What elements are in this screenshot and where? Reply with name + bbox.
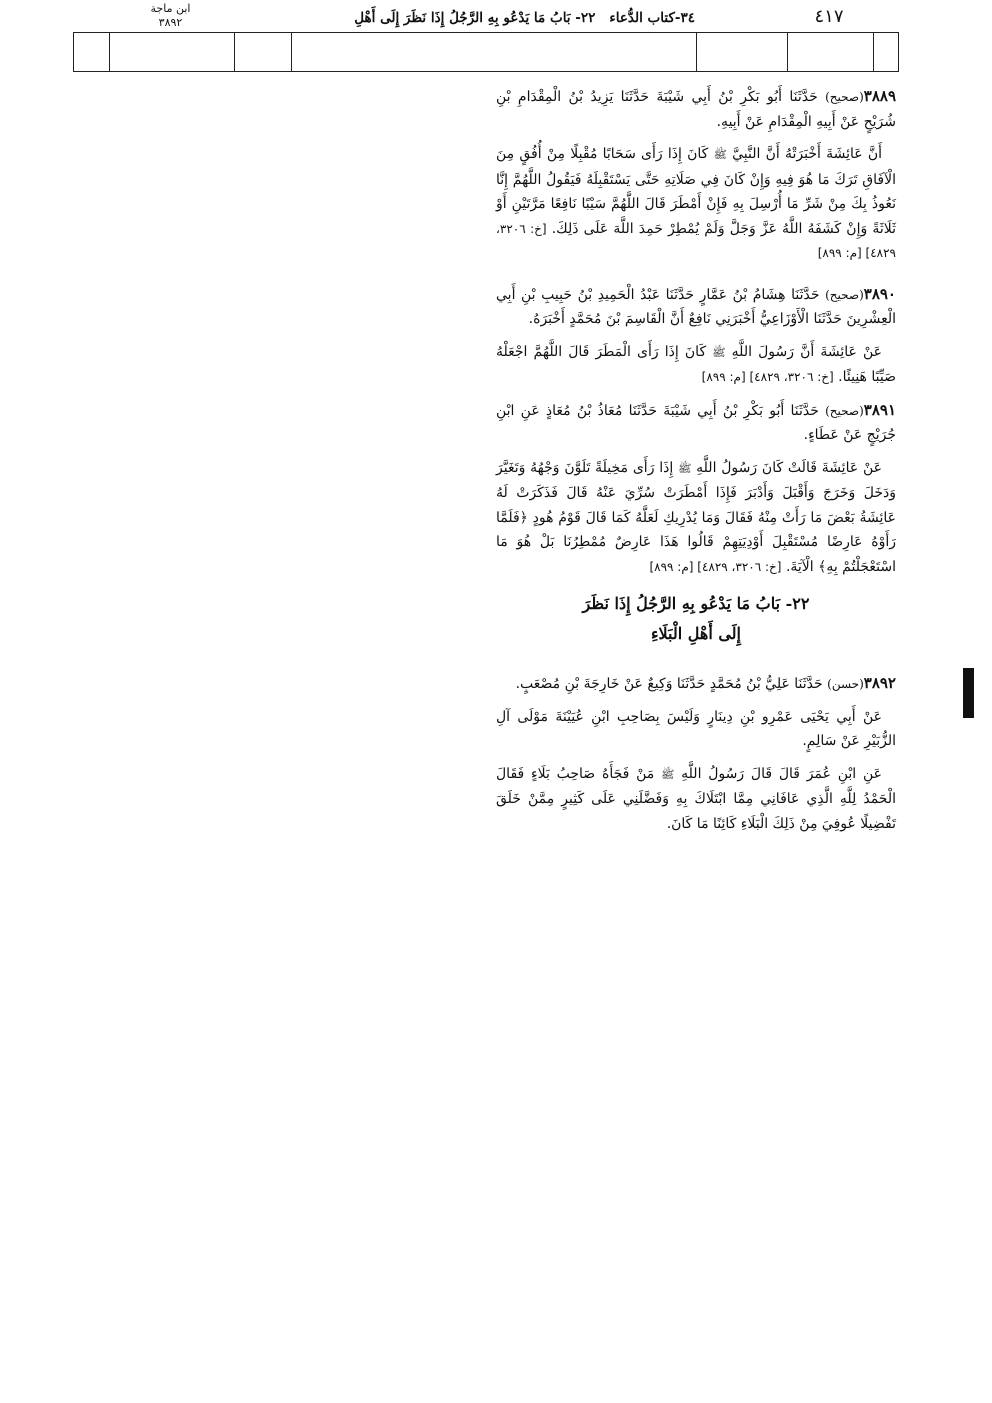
- text-column: [496, 84, 896, 844]
- hadith-grade: (حسن): [827, 677, 864, 691]
- thumb-index-tab: [963, 668, 974, 718]
- header-cell-running-head: [291, 33, 696, 71]
- chapter-heading: [496, 589, 896, 649]
- running-head: [290, 4, 695, 32]
- hadith-matn-text: كَانَ إِذَا رَأَى الْمَطَرَ قَالَ اللَّهُمَّ اجْعَلْهُ صَيِّبًا هَنِيئًا.: [496, 343, 896, 385]
- hadith-matn-text: عَنِ ابْنِ عُمَرَ قَالَ قَالَ رَسُولُ اللَّهِ: [681, 765, 882, 782]
- hadith-grade: (صحيح): [825, 287, 864, 302]
- chapter-heading-line-2: إِلَى أَهْلِ الْبَلَاءِ: [650, 624, 741, 643]
- hadith-matn-text: عَنْ عَائِشَةَ قَالَتْ كَانَ رَسُولُ اللَّهِ: [696, 459, 883, 476]
- page-number: ٤١٧: [814, 6, 844, 27]
- hadith-isnad: [496, 282, 896, 332]
- salutation-symbol: ﷺ: [712, 345, 726, 359]
- hadith-references: [خ: ٣٢٠٦، ٤٨٢٩] [م: ٨٩٩]: [701, 370, 834, 384]
- hadith-matn-text: عَنْ عَائِشَةَ أَنَّ رَسُولَ اللَّهِ: [731, 343, 883, 360]
- hadith-matn-text: الْآيَةَ.: [785, 558, 814, 575]
- hadith-isnad: [496, 671, 896, 697]
- quran-verse: ﴿فَلَمَّا رَأَوْهُ عَارِضًا مُسْتَقْبِلَ أَوْدِيَتِهِمْ قَالُوا هَذَا عَارِضٌ مُمْطِرُنَا بَلْ هُوَ مَا اسْتَعْجَلْتُمْ بِهِ﴾: [496, 509, 896, 575]
- page-header: [73, 32, 899, 72]
- header-cell-page-number: [787, 33, 873, 71]
- hadith-isnad: [496, 398, 896, 448]
- book-reference: [108, 2, 233, 30]
- hadith-isnad-text: حَدَّثَنَا هِشَامُ بْنُ عَمَّارٍ حَدَّثَنَا عَبْدُ الْحَمِيدِ بْنُ حَبِيبِ بْنِ أَبِي الْعِشْرِينَ حَدَّثَنَا الْأَوْزَاعِيُّ أَخْبَرَنِي نَافِعٌ أَنَّ الْقَاسِمَ بْنَ مُحَمَّدٍ أَخْبَرَهُ.: [496, 286, 896, 327]
- running-head-chapter: ٢٢- بَابُ مَا يَدْعُو بِهِ الرَّجُلُ إِذَا نَظَرَ إِلَى أَهْلِ: [354, 10, 596, 26]
- hadith-number: ٣٨٨٩: [863, 87, 897, 105]
- hadith-number: ٣٨٩١: [863, 400, 897, 419]
- running-head-book: ٣٤-كتاب الدُّعاء: [609, 10, 695, 26]
- header-cell-blank-3: [234, 33, 291, 71]
- chapter-heading-line-1: ٢٢- بَابُ مَا يَدْعُو بِهِ الرَّجُلُ إِذَا نَظَرَ: [582, 594, 810, 613]
- hadith-isnad-text: حَدَّثَنَا أَبُو بَكْرِ بْنُ أَبِي شَيْبَةَ حَدَّثَنَا مُعَاذُ بْنُ مُعَاذٍ عَنِ ابْنِ جُرَيْجٍ عَنْ عَطَاءٍ.: [496, 402, 896, 443]
- salutation-symbol: ﷺ: [661, 767, 675, 781]
- hadith-number: ٣٨٩٠: [863, 284, 896, 303]
- hadith-matn: [496, 456, 896, 580]
- hadith-matn-text: إِذَا رَأَى مَخِيلَةً تَلَوَّنَ وَجْهُهُ وَتَغَيَّرَ وَدَخَلَ وَخَرَجَ وَأَقْبَلَ وَأَدْبَرَ فَإِذَا أَمْطَرَتْ سُرِّيَ عَنْهُ قَالَ فَذَكَرَتْ لَهُ عَائِشَةُ بَعْضَ مَا رَأَتْ مِنْهُ فَقَالَ وَمَا يُدْرِيكِ لَعَلَّهُ كَمَا قَالَ قَوْمُ هُودٍ: [496, 459, 897, 526]
- hadith-isnad: [496, 84, 896, 134]
- book-ref-number: ٣٨٩٢: [158, 16, 183, 29]
- header-cell-blank-5: [873, 33, 900, 71]
- hadith-matn: [496, 142, 896, 266]
- hadith-matn-text: كَانَ إِذَا رَأَى سَحَابًا مُقْبِلًا مِنْ أُفُقٍ مِنَ الْآفَاقِ تَرَكَ مَا هُوَ فِيهِ وَإِنْ كَانَ فِي صَلَاتِهِ حَتَّى يَسْتَقْبِلَهُ فَيَقُولُ اللَّهُمَّ إِنَّا نَعُوذُ بِكَ مِنْ شَرِّ مَا أُرْسِلَ بِهِ فَإِنْ أَمْطَرَ قَالَ اللَّهُمَّ سَيْبًا نَافِعًا مَرَّتَيْنِ أَوْ ثَلَاثَةً وَإِنْ كَشَفَهُ اللَّهُ عَزَّ وَجَلَّ وَلَمْ يُمْطِرْ حَمِدَ اللَّهَ عَلَى ذَلِكَ.: [496, 146, 897, 237]
- hadith-matn-text: أَنَّ عَائِشَةَ أَخْبَرَتْهُ أَنَّ النَّبِيَّ: [732, 146, 883, 162]
- book-ref-title: ابن ماجة: [150, 2, 191, 15]
- salutation-symbol: ﷺ: [678, 461, 692, 475]
- hadith-isnad-continued: عَنْ أَبِي يَحْيَى عَمْرِو بْنِ دِينَارٍ وَلَيْسَ بِصَاحِبِ ابْنِ عُيَيْنَةَ مَوْلَى آلِ الزُّبَيْرِ عَنْ سَالِمٍ.: [496, 708, 896, 749]
- hadith-isnad-text: حَدَّثَنَا أَبُو بَكْرِ بْنُ أَبِي شَيْبَةَ حَدَّثَنَا يَزِيدُ بْنُ الْمِقْدَامِ بْنِ شُرَيْحٍ عَنْ أَبِيهِ الْمِقْدَامِ عَنْ أَبِيهِ.: [496, 89, 896, 130]
- salutation-symbol: ﷺ: [713, 148, 727, 161]
- header-cell-blank-2: [109, 33, 234, 71]
- hadith-matn: [496, 340, 896, 390]
- hadith-references: [خ: ٣٢٠٦، ٤٨٢٩] [م: ٨٩٩]: [649, 559, 782, 574]
- hadith-grade: (صحيح): [825, 403, 864, 418]
- hadith-matn: [496, 762, 896, 837]
- hadith-grade: (صحيح): [825, 90, 864, 104]
- hadith-matn-text: مَنْ فَجَأَهُ صَاحِبُ بَلَاءٍ فَقَالَ الْحَمْدُ لِلَّهِ الَّذِي عَافَانِي مِمَّا ابْتَلَاكَ بِهِ وَفَضَّلَنِي عَلَى كَثِيرٍ مِمَّنْ خَلَقَ تَفْضِيلًا عُوفِيَ مِنْ ذَلِكَ الْبَلَاءِ كَائِنًا مَا كَانَ.: [496, 765, 896, 832]
- hadith-number: ٣٨٩٢: [863, 674, 896, 692]
- hadith-isnad-text: حَدَّثَنَا عَلِيُّ بْنُ مُحَمَّدٍ حَدَّثَنَا وَكِيعٌ عَنْ خَارِجَةَ بْنِ مُصْعَبٍ.: [515, 676, 823, 692]
- header-cell-blank-1: [74, 33, 109, 71]
- hadith-references: [خ: ٣٢٠٦، ٤٨٢٩] [م: ٨٩٩]: [496, 221, 896, 260]
- header-cell-blank-4: [696, 33, 787, 71]
